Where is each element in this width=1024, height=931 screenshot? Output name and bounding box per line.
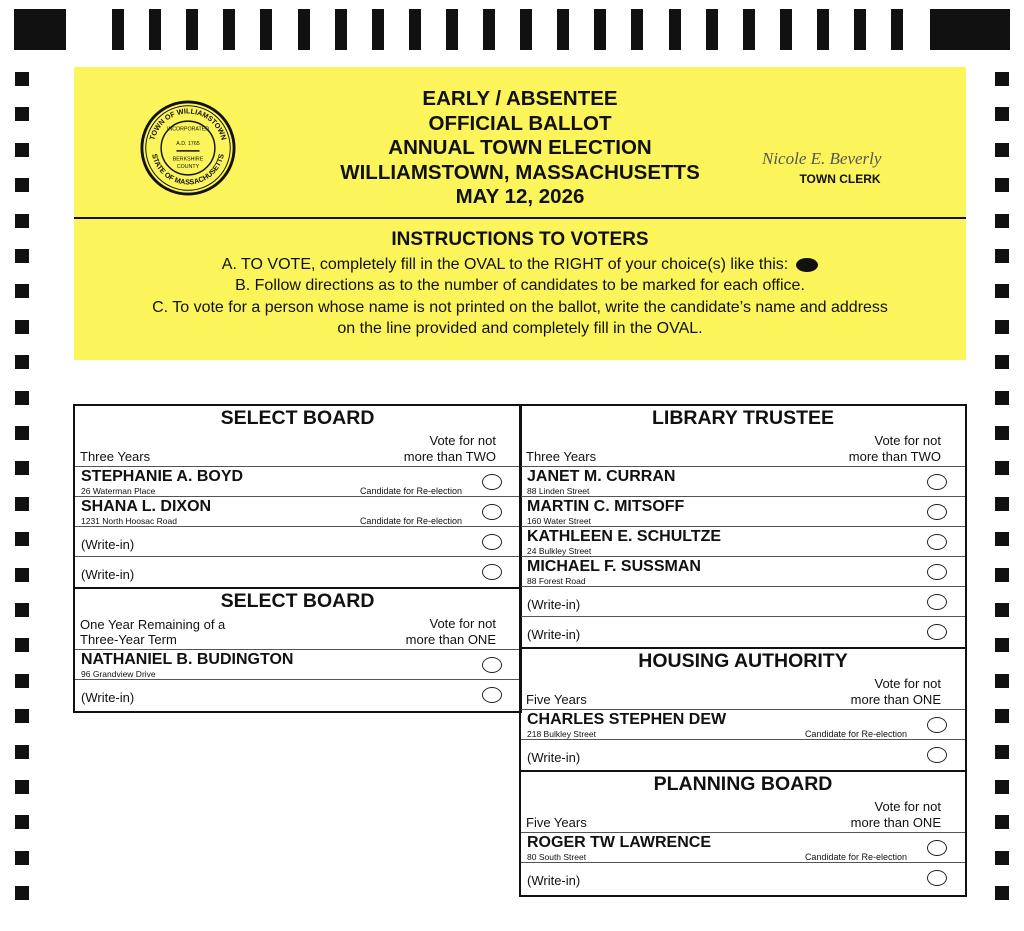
timing-mark: [15, 638, 29, 652]
vote-oval[interactable]: [927, 840, 947, 856]
candidate-note: Candidate for Re-election: [359, 516, 462, 526]
right-column: [519, 404, 967, 897]
candidate-row: [75, 467, 520, 497]
vote-limit: [851, 676, 941, 707]
vote-limit-line-2: more than TWO: [403, 448, 496, 464]
seal-incorporated: INCORPORATED: [166, 126, 210, 133]
clerk-signature-text: Nicole E. Beverly: [762, 149, 882, 168]
candidate-name: KATHLEEN E. SCHULTZE: [527, 528, 722, 545]
write-in-label: (Write-in): [527, 627, 581, 642]
timing-mark: [15, 674, 29, 688]
candidate-address: 80 South Street: [527, 852, 587, 862]
instruction-a-text: A. TO VOTE, completely fill in the OVAL to the RIGHT of your choice(s) like this:: [221, 256, 789, 273]
timing-mark: [14, 9, 66, 50]
timing-mark: [995, 107, 1009, 121]
candidate-row: [75, 497, 520, 527]
office-term-line-2: Three-Year Term: [80, 632, 177, 647]
candidate-name: MARTIN C. MITSOFF: [527, 498, 685, 515]
clerk-label: TOWN CLERK: [799, 172, 881, 186]
timing-mark: [995, 426, 1009, 440]
vote-oval[interactable]: [927, 594, 947, 610]
candidate-address: 88 Linden Street: [527, 486, 590, 496]
timing-mark: [995, 461, 1009, 475]
candidate-address: 88 Forest Road: [527, 576, 586, 586]
timing-mark: [891, 9, 903, 50]
write-in-row[interactable]: [75, 557, 520, 587]
instruction-a: [74, 256, 966, 274]
vote-oval[interactable]: [927, 624, 947, 640]
timing-mark: [995, 851, 1009, 865]
office-title: SELECT BOARD: [220, 590, 375, 612]
timing-mark: [15, 603, 29, 617]
timing-mark: [995, 532, 1009, 546]
write-in-label: (Write-in): [81, 690, 135, 705]
clerk-signature-icon: [758, 140, 918, 176]
timing-mark: [15, 320, 29, 334]
office-title: PLANNING BOARD: [653, 773, 833, 795]
write-in-row[interactable]: [75, 527, 520, 557]
title-line-3: ANNUAL TOWN ELECTION: [388, 136, 652, 159]
vote-limit: [849, 433, 941, 464]
candidate-name: NATHANIEL B. BUDINGTON: [81, 651, 294, 668]
office-term: Five Years: [526, 692, 587, 707]
timing-mark: [15, 886, 29, 900]
write-in-label: (Write-in): [81, 537, 135, 552]
vote-oval[interactable]: [927, 717, 947, 733]
timing-mark: [995, 214, 1009, 228]
write-in-label: (Write-in): [527, 597, 581, 612]
office-title: LIBRARY TRUSTEE: [651, 407, 834, 429]
timing-mark: [15, 249, 29, 263]
vote-oval[interactable]: [482, 564, 502, 580]
title-line-2: OFFICIAL BALLOT: [428, 111, 612, 135]
vote-limit-line-2: more than ONE: [405, 631, 496, 647]
timing-mark: [15, 497, 29, 511]
vote-oval[interactable]: [927, 747, 947, 763]
candidate-address: 160 Water Street: [527, 516, 591, 526]
ballot-title: [300, 87, 740, 210]
candidate-note: Candidate for Re-election: [804, 852, 907, 862]
timing-mark: [15, 107, 29, 121]
office-term: Five Years: [526, 815, 587, 830]
timing-mark: [409, 9, 421, 50]
title-line-5: MAY 12, 2026: [455, 185, 585, 208]
vote-oval[interactable]: [927, 564, 947, 580]
vote-oval[interactable]: [482, 474, 502, 490]
timing-mark: [995, 320, 1009, 334]
candidate-address: 96 Grandview Drive: [81, 669, 156, 679]
timing-mark: [930, 9, 1010, 50]
timing-mark: [15, 745, 29, 759]
office-planning-board: [521, 770, 965, 893]
candidate-row: [75, 650, 520, 680]
timing-mark: [995, 249, 1009, 263]
office-term: Three Years: [80, 449, 151, 464]
instruction-c-1: C. To vote for a person whose name is not printed on the ballot, write the candidate’s name and address: [152, 299, 888, 316]
timing-mark: [995, 568, 1009, 582]
vote-limit-line-1: Vote for not: [874, 799, 941, 814]
candidate-name: SHANA L. DIXON: [81, 498, 212, 515]
write-in-row[interactable]: [521, 863, 965, 893]
timing-mark: [995, 178, 1009, 192]
office-info: [521, 431, 965, 467]
timing-mark: [15, 391, 29, 405]
timing-mark: [520, 9, 532, 50]
filled-oval-icon: [796, 258, 818, 272]
timing-mark: [15, 709, 29, 723]
candidate-name: JANET M. CURRAN: [527, 468, 676, 485]
office-library-trustee: [521, 406, 965, 647]
candidate-name: ROGER TW LAWRENCE: [527, 834, 711, 851]
timing-mark: [15, 355, 29, 369]
timing-mark: [743, 9, 755, 50]
vote-limit-line-1: Vote for not: [429, 433, 496, 448]
timing-mark: [15, 461, 29, 475]
candidate-address: 218 Bulkley Street: [527, 729, 596, 739]
write-in-row[interactable]: [521, 617, 965, 647]
office-title: SELECT BOARD: [220, 407, 375, 429]
candidate-row: [521, 527, 965, 557]
timing-mark: [995, 709, 1009, 723]
vote-oval[interactable]: [927, 504, 947, 520]
timing-mark: [995, 745, 1009, 759]
write-in-row[interactable]: [521, 587, 965, 617]
seal-bottom-text: STATE OF MASSACHUSETTS: [150, 152, 226, 187]
timing-mark: [995, 603, 1009, 617]
candidate-row: [521, 710, 965, 740]
candidate-name: STEPHANIE A. BOYD: [81, 468, 244, 485]
office-term: [80, 617, 225, 647]
vote-limit-line-1: Vote for not: [429, 616, 496, 631]
office-term-line-1: One Year Remaining of a: [80, 617, 226, 632]
timing-mark: [372, 9, 384, 50]
timing-mark: [260, 9, 272, 50]
timing-mark: [15, 72, 29, 86]
timing-mark: [995, 886, 1009, 900]
timing-mark: [854, 9, 866, 50]
timing-mark: [15, 284, 29, 298]
timing-mark: [15, 426, 29, 440]
instructions-heading: INSTRUCTIONS TO VOTERS: [391, 229, 649, 250]
left-column: [73, 404, 522, 713]
timing-mark: [669, 9, 681, 50]
timing-mark: [15, 815, 29, 829]
timing-mark: [995, 497, 1009, 511]
timing-mark: [149, 9, 161, 50]
timing-mark: [15, 851, 29, 865]
instruction-c-2: on the line provided and completely fill in the OVAL.: [337, 320, 703, 337]
vote-oval[interactable]: [927, 474, 947, 490]
seal-county: COUNTY: [176, 164, 200, 171]
timing-mark: [780, 9, 792, 50]
timing-mark: [995, 638, 1009, 652]
office-info: [521, 674, 965, 710]
vote-limit-line-2: more than TWO: [848, 448, 941, 464]
timing-mark: [223, 9, 235, 50]
candidate-row: [521, 557, 965, 587]
timing-mark: [446, 9, 458, 50]
title-line-1: EARLY / ABSENTEE: [422, 87, 618, 110]
vote-limit-line-2: more than ONE: [850, 691, 941, 707]
seal-date: A.D. 1765: [176, 141, 200, 148]
timing-mark: [112, 9, 124, 50]
timing-mark: [995, 674, 1009, 688]
timing-mark: [995, 143, 1009, 157]
vote-oval[interactable]: [482, 534, 502, 550]
candidate-address: 26 Waterman Place: [81, 486, 156, 496]
write-in-row[interactable]: [75, 680, 520, 710]
town-seal-icon: [140, 100, 236, 196]
timing-mark: [995, 815, 1009, 829]
instruction-b: B. Follow directions as to the number of candidates to be marked for each office.: [235, 277, 805, 294]
write-in-label: (Write-in): [81, 567, 135, 582]
office-select-board-3yr: [75, 406, 520, 587]
seal-top-text: TOWN OF WILLIAMSTOWN: [147, 106, 229, 142]
candidate-name: MICHAEL F. SUSSMAN: [527, 558, 701, 575]
write-in-row[interactable]: [521, 740, 965, 770]
timing-mark: [483, 9, 495, 50]
vote-limit-line-1: Vote for not: [874, 433, 941, 448]
office-info: [75, 614, 520, 650]
timing-mark: [995, 72, 1009, 86]
timing-mark: [706, 9, 718, 50]
timing-mark: [298, 9, 310, 50]
vote-limit: [404, 433, 496, 464]
candidate-address: 24 Bulkley Street: [527, 546, 592, 556]
office-info: [75, 431, 520, 467]
office-title: HOUSING AUTHORITY: [638, 650, 848, 672]
timing-mark: [15, 780, 29, 794]
candidate-name: CHARLES STEPHEN DEW: [527, 711, 727, 728]
title-line-4: WILLIAMSTOWN, MASSACHUSETTS: [340, 160, 700, 184]
candidate-address: 1231 North Hoosac Road: [81, 516, 177, 526]
timing-mark: [15, 178, 29, 192]
timing-mark: [186, 9, 198, 50]
write-in-label: (Write-in): [527, 750, 581, 765]
timing-mark: [557, 9, 569, 50]
office-select-board-1yr: [75, 587, 520, 710]
timing-mark: [631, 9, 643, 50]
vote-oval[interactable]: [482, 657, 502, 673]
write-in-label: (Write-in): [527, 873, 581, 888]
vote-limit-line-2: more than ONE: [850, 814, 941, 830]
seal-berkshire: BERKSHIRE: [172, 156, 204, 163]
candidate-row: [521, 467, 965, 497]
vote-oval[interactable]: [927, 534, 947, 550]
timing-mark: [594, 9, 606, 50]
timing-mark: [817, 9, 829, 50]
office-term: Three Years: [526, 449, 597, 464]
vote-oval[interactable]: [482, 504, 502, 520]
vote-limit: [851, 799, 941, 830]
timing-mark: [995, 780, 1009, 794]
timing-mark: [995, 284, 1009, 298]
timing-mark: [995, 355, 1009, 369]
vote-oval[interactable]: [482, 687, 502, 703]
vote-oval[interactable]: [927, 870, 947, 886]
timing-mark: [335, 9, 347, 50]
timing-mark: [15, 568, 29, 582]
office-housing-authority: [521, 647, 965, 770]
timing-mark: [15, 143, 29, 157]
timing-mark: [995, 391, 1009, 405]
vote-limit-line-1: Vote for not: [874, 676, 941, 691]
candidate-note: Candidate for Re-election: [359, 486, 462, 496]
candidate-row: [521, 497, 965, 527]
candidate-row: [521, 833, 965, 863]
vote-limit: [406, 616, 496, 647]
timing-mark: [15, 214, 29, 228]
candidate-note: Candidate for Re-election: [804, 729, 907, 739]
office-info: [521, 797, 965, 833]
timing-mark: [15, 532, 29, 546]
